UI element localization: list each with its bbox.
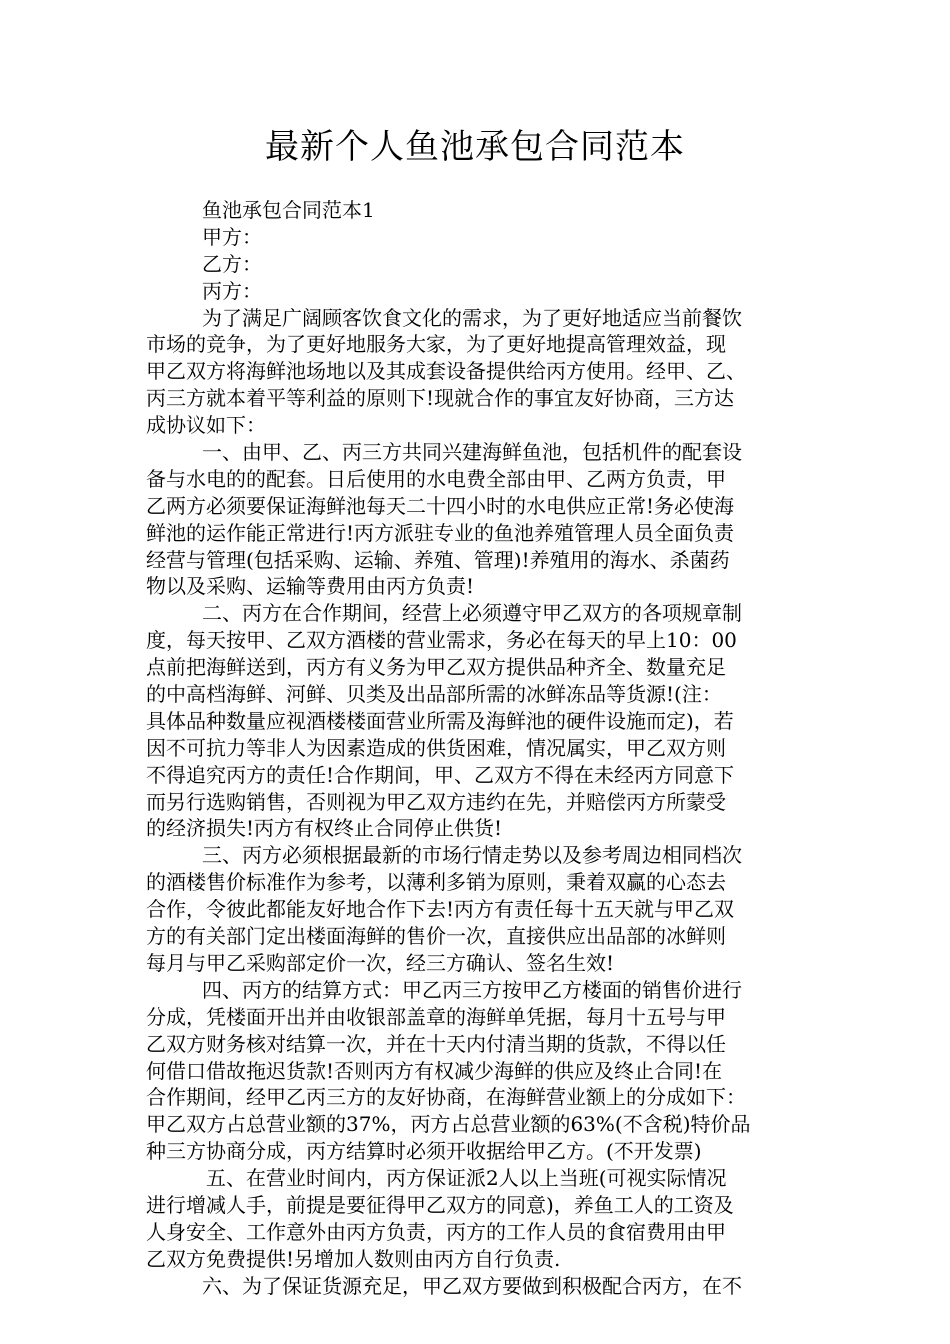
clause-3-line: 三、丙方必须根据最新的市场行情走势以及参考周边相同档次: [202, 843, 742, 868]
clause-3-line: 的酒楼售价标准作为参考，以薄利多销为原则，秉着双赢的心态去: [146, 870, 726, 895]
clause-5-line: 乙双方免费提供!另增加人数则由丙方自行负责.: [146, 1246, 561, 1271]
clause-4-line: 分成，凭楼面开出并由收银部盖章的海鲜单凭据，每月十五号与甲: [146, 1004, 726, 1029]
text-line: 丙三方就本着平等利益的原则下!现就合作的事宜友好协商，三方达: [146, 386, 735, 411]
clause-2-line: 的中高档海鲜、河鲜、贝类及出品部所需的冰鲜冻品等货源!(注：: [146, 682, 722, 707]
clause-1-line: 一、由甲、乙、丙三方共同兴建海鲜鱼池，包括机件的配套设: [202, 440, 742, 465]
clause-2-line: 不得追究丙方的责任!合作期间，甲、乙双方不得在未经丙方同意下: [146, 762, 735, 787]
document-body: [146, 197, 806, 1300]
clause-4-line: 甲乙双方占总营业额的37%，丙方占总营业额的63%(不含税)特价品: [146, 1112, 751, 1137]
clause-2-line: 的经济损失!丙方有权终止合同停止供货!: [146, 816, 503, 841]
clause-4-line: 种三方协商分成，丙方结算时必须开收据给甲乙方。(不开发票): [146, 1139, 702, 1164]
clause-2-line: 度，每天按甲、乙双方酒楼的营业需求，务必在每天的早上10：00: [146, 628, 737, 653]
clause-3-line: 每月与甲乙采购部定价一次，经三方确认、签名生效!: [146, 950, 615, 975]
clause-1-line: 经营与管理(包括采购、运输、养殖、管理)!养殖用的海水、杀菌药: [146, 547, 730, 572]
clause-1-line: 鲜池的运作能正常进行!丙方派驻专业的鱼池养殖管理人员全面负责: [146, 520, 735, 545]
clause-4-line: 何借口借故拖迟货款!否则丙方有权减少海鲜的供应及终止合同!在: [146, 1058, 723, 1083]
text-line: 甲乙双方将海鲜池场地以及其成套设备提供给丙方使用。经甲、乙、: [146, 359, 746, 384]
document-title: 最新个人鱼池承包合同范本: [265, 127, 685, 167]
clause-6-line: 六、为了保证货源充足，甲乙双方要做到积极配合丙方，在不: [202, 1273, 742, 1298]
clause-1-line: 乙两方必须要保证海鲜池每天二十四小时的水电供应正常!务必使海: [146, 493, 735, 518]
clause-2-line: 二、丙方在合作期间，经营上必须遵守甲乙双方的各项规章制: [202, 601, 742, 626]
text-line: 为了满足广阔顾客饮食文化的需求，为了更好地适应当前餐饮: [202, 305, 742, 330]
clause-3-line: 方的有关部门定出楼面海鲜的售价一次，直接供应出品部的冰鲜则: [146, 924, 726, 949]
section-heading: 鱼池承包合同范本1: [202, 198, 375, 222]
clause-4-line: 乙双方财务核对结算一次，并在十天内付清当期的货款，不得以任: [146, 1031, 726, 1056]
clause-1-line: 备与水电的的配套。日后使用的水电费全部由甲、乙两方负责，甲: [146, 466, 726, 491]
text-line: 市场的竞争，为了更好地服务大家，为了更好地提高管理效益，现: [146, 332, 726, 357]
party-a-line: 甲方：: [202, 224, 262, 249]
clause-2-line: 因不可抗力等非人为因素造成的供货困难，情况属实，甲乙双方则: [146, 735, 726, 760]
clause-2-line: 点前把海鲜送到，丙方有义务为甲乙双方提供品种齐全、数量充足: [146, 655, 726, 680]
clause-4-line: 四、丙方的结算方式：甲乙丙三方按甲乙方楼面的销售价进行: [202, 977, 742, 1002]
text-line: 成协议如下：: [146, 413, 266, 438]
clause-5-line: 进行增减人手，前提是要征得甲乙双方的同意)，养鱼工人的工资及: [146, 1192, 734, 1217]
party-c-line: 丙方：: [202, 278, 262, 303]
clause-2-line: 而另行选购销售，否则视为甲乙双方违约在先，并赔偿丙方所蒙受: [146, 789, 726, 814]
clause-4-line: 合作期间，经甲乙丙三方的友好协商，在海鲜营业额上的分成如下：: [146, 1085, 746, 1110]
clause-5-line: 人身安全、工作意外由丙方负责，丙方的工作人员的食宿费用由甲: [146, 1219, 726, 1244]
clause-2-line: 具体品种数量应视酒楼楼面营业所需及海鲜池的硬件设施而定)，若: [146, 708, 734, 733]
clause-3-line: 合作，令彼此都能友好地合作下去!丙方有责任每十五天就与甲乙双: [146, 897, 735, 922]
party-b-line: 乙方：: [202, 251, 262, 276]
clause-1-line: 物以及采购、运输等费用由丙方负责!: [146, 574, 475, 599]
clause-5-line: 五、在营业时间内，丙方保证派2人以上当班(可视实际情况: [206, 1166, 727, 1191]
